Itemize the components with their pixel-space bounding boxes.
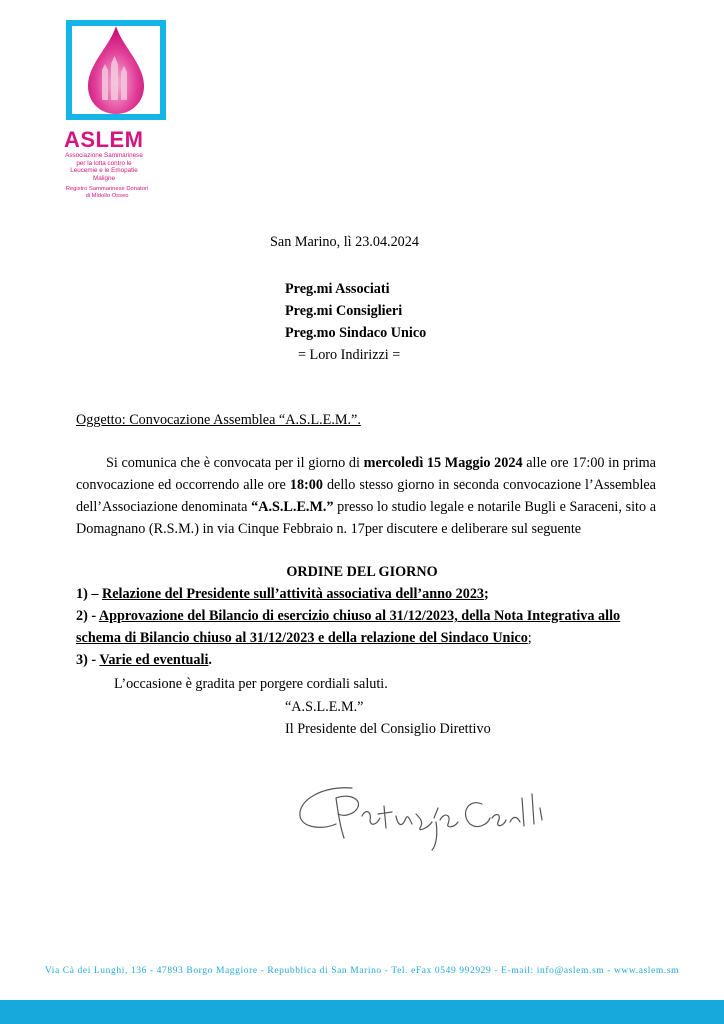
signature-org: “A.S.L.E.M.” [285, 699, 364, 715]
second-call-time: 18:00 [289, 477, 323, 493]
aslem-logo [64, 18, 172, 200]
recipient-consiglieri: Preg.mi Consiglieri [285, 303, 403, 319]
closing-line: L’occasione è gradita per porgere cordiali saluti. [114, 676, 388, 692]
meeting-date: mercoledì 15 Maggio 2024 [363, 455, 523, 471]
logo-name: ASLEM [64, 127, 144, 152]
logo-subtitle: Associazione Sammarinese per la lotta contro le Leucemie e le Emopatie Maligne [65, 152, 143, 182]
agenda-item-1: 1) – Relazione del Presidente sull’attività associativa dell’anno 2023; [76, 586, 489, 602]
recipient-associati: Preg.mi Associati [285, 281, 390, 297]
association-name: “A.S.L.E.M.” [251, 499, 334, 515]
recipient-sindaco: Preg.mo Sindaco Unico [285, 325, 427, 341]
signature-role: Il Presidente del Consiglio Direttivo [285, 721, 491, 737]
logo-registry: Registro Sammarinese Donatori di Midollo Osseo [65, 186, 149, 199]
footer-bar [0, 1000, 724, 1024]
agenda-item-2: 2) - Approvazione del Bilancio di esercizio chiuso al 31/12/2023, della Nota Integrativa allo schema di Bilancio chiuso al 31/12/2023 e della relazione del Sindaco Unico; [76, 608, 621, 646]
body-paragraph: Si comunica che è convocata per il giorno di mercoledì 15 Maggio 2024 alle ore 17:00 in prima convocazione ed occorrendo alle ore 18:00 dello stesso giorno in seconda convocazione l’Assemblea dell’Associazione denominata “A.S.L.E.M.” presso lo studio legale e notarile Bugli e Saraceni, sito a Domagnano (R.S.M.) in via Cinque Febbraio n. 17per discutere e deliberare sul seguente [76, 455, 657, 537]
place-date: San Marino, lì 23.04.2024 [270, 234, 419, 250]
footer-contacts: Via Cà dei Lunghi, 136 - 47893 Borgo Maggiore - Repubblica di San Marino - Tel. eFax 0549 992929 - E-mail: info@aslem.sm - www.aslem.sm [44, 966, 680, 976]
logo-drop-emblem [64, 18, 168, 122]
agenda-item-3: 3) - Varie ed eventuali. [76, 652, 212, 668]
agenda-title: ORDINE DEL GIORNO [286, 564, 438, 580]
subject-line: Oggetto: Convocazione Assemblea “A.S.L.E.M.”. [76, 412, 361, 428]
addresses-line: = Loro Indirizzi = [298, 347, 401, 363]
handwritten-signature [292, 768, 562, 852]
